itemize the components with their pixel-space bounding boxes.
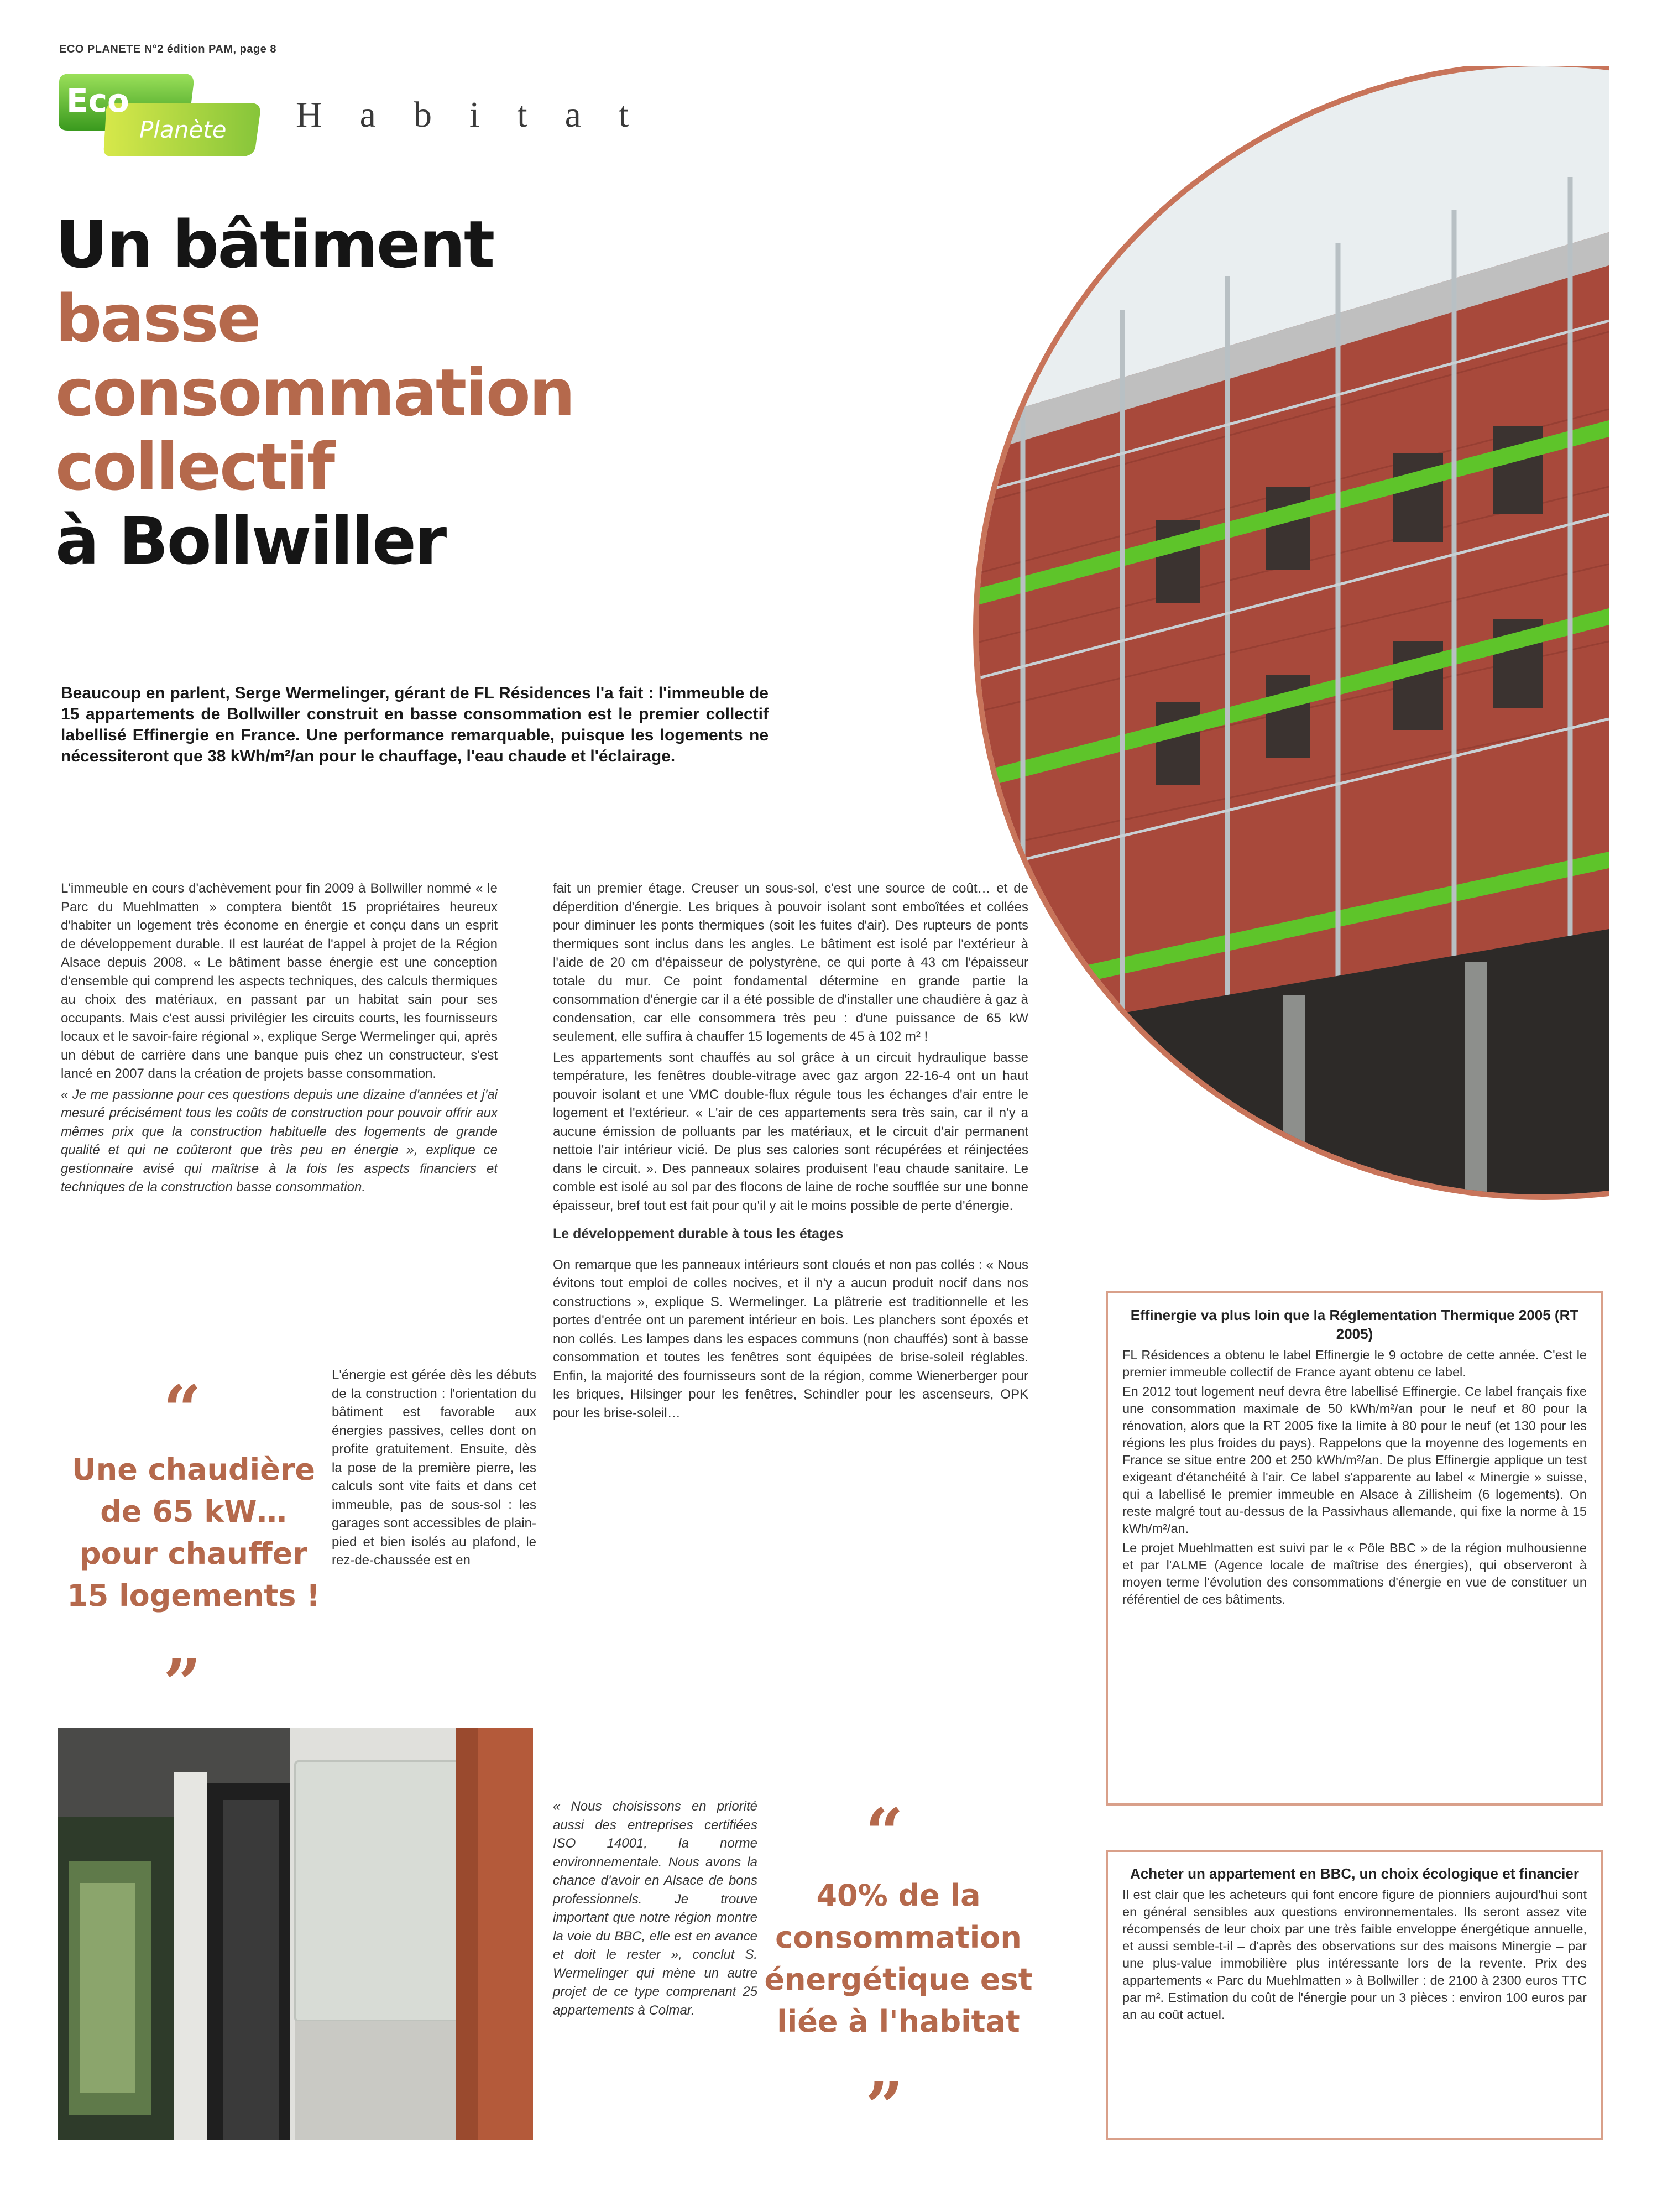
pull-quote-2: 40% de la consommation énergétique est liée à l'habitat xyxy=(764,1878,1033,2039)
headline xyxy=(55,207,746,578)
close-quote-icon: ” xyxy=(163,1645,202,1723)
headline-line-1: Un bâtiment xyxy=(55,206,494,283)
open-quote-icon: “ xyxy=(865,1794,904,1872)
logo-word-eco: Eco xyxy=(66,82,129,119)
sidebar-title: Effinergie va plus loin que la Réglementation Thermique 2005 (RT 2005) xyxy=(1130,1307,1579,1342)
headline-line-5: à Bollwiller xyxy=(55,503,446,579)
article-paragraph: Les appartements sont chauffés au sol grâce à un circuit hydraulique basse température, les fenêtres double-vitrage avec gaz argon 22-16-4 ont un haut pouvoir isolant et une VMC double-flux régule tous les échanges d'air entre le logement et l'extérieur. « L'air de ces appartements sera très sain, car il n'y a aucune émission de polluants par les matériaux, et le circuit d'air permanent nettoie l'air intérieur vicié. De plus ses calories sont récupérées et réinjectées dans le circuit. ». Des panneaux solaires produisent l'eau chaude sanitaire. Le comble est isolé au sol par des flocons de laine de roche soufflée sur une bonne épaisseur, bref tout est fait pour qu'il y ait le moins possible de perte d'énergie. xyxy=(553,1050,1028,1213)
article-column-2 xyxy=(553,879,1028,1425)
article-column-2c xyxy=(553,1797,757,2022)
article-paragraph: L'énergie est gérée dès les débuts de la construction : l'orientation du bâtiment est favorable aux énergies passives, celles dont on profite gratuitement. Ensuite, dès la pose de la première pierre, les calculs sont vite faits et dans cet immeuble, pas de sous-sol : les garages sont accessibles de plain-pied et bien isolés au plafond, le rez-de-chaussée est en xyxy=(332,1368,536,1568)
headline-line-2: basse xyxy=(55,280,260,357)
sidebar-paragraph: En 2012 tout logement neuf devra être labellisé Effinergie. Ce label français fixe une consommation maximale de 50 kWh/m²/an pour le neuf et 80 pour la rénovation, alors que la RT 2005 fixe la limite à 80 pour le neuf (et 130 pour les régions les plus froides du pays). Rappelons que la moyenne des logements en France se situe entre 200 et 250 kWh/m²/an. De plus Effinergie applique un test exigeant d'étanchéité à l'air. Ce label s'apparente au label « Minergie » suisse, qui a labellisé le premier immeuble en Alsace à Zillisheim (6 logements). On reste malgré tout au-dessus de la Passivhaus allemande, qui fixe la norme à 15 kWh/m²/an. xyxy=(1122,1384,1587,1536)
headline-line-4: collectif xyxy=(55,429,334,505)
sidebar-paragraph: FL Résidences a obtenu le label Effinergie le 9 octobre de cette année. C'est le premier immeuble collectif de France ayant obtenu ce label. xyxy=(1122,1348,1587,1379)
insulation-photo xyxy=(58,1728,533,2140)
article-paragraph: L'immeuble en cours d'achèvement pour fin 2009 à Bollwiller nommé « le Parc du Muehlmatten » comptera bientôt 15 propriétaires heureux d'habiter un logement très économe en énergie et conçu dans un esprit de développement durable. Il est lauréat de l'appel à projet de la Région Alsace depuis 2008. « Le bâtiment basse énergie est une conception d'ensemble qui comprend les aspects techniques, des calculs thermiques au choix des matériaux, en passant par un habitat sain pour ses occupants. Mais c'est aussi privilégier les circuits courts, les fournisseurs locaux et le savoir-faire régional », explique Serge Wermelinger qui, après un début de carrière dans une banque puis chez un constructeur, s'est lancé en 2007 dans la création de projets basse consommation. xyxy=(61,881,498,1081)
article-column-1b xyxy=(332,1366,536,1572)
article-paragraph: « Je me passionne pour ces questions depuis une dizaine d'années et j'ai mesuré précisément tous les coûts de construction pour pouvoir offrir aux mêmes prix que la construction habituelle des logements de grande qualité et qui ne coûteront que très peu en énergie », explique ce gestionnaire avisé qui maîtrise à la fois les aspects financiers et techniques de la construction basse consommation. xyxy=(61,1087,498,1194)
sidebar-paragraph: Il est clair que les acheteurs qui font encore figure de pionniers aujourd'hui sont en général sensibles aux questions environnementales. Ils seront assez vite récompensés de leur choix par une très faible enveloppe énergétique annuelle, et aussi semble-t-il – d'après des observations sur des maisons Minergie – par une plus-value immobilière plus intéressante lors de la revente. Prix des appartements « Parc du Muehlmatten » à Bollwiller : de 2100 à 2300 euros TTC par m². Estimation du coût de l'énergie pour un 3 pièces : environ 100 euros par an au coût actuel. xyxy=(1122,1887,1587,2022)
section-label: Habitat xyxy=(296,95,667,135)
eco-planete-logo xyxy=(56,71,264,159)
headline-line-3: consommation xyxy=(55,354,574,431)
logo-word-planete: Planète xyxy=(139,116,227,143)
sidebar-effinergie xyxy=(1106,1291,1603,1806)
pull-quote-1: Une chaudière de 65 kW… pour chauffer 15 logements ! xyxy=(67,1452,320,1613)
article-paragraph: On remarque que les panneaux intérieurs sont cloués et non pas collés : « Nous évitons tout emploi de colles nocives, et il n'y a aucun produit nocif dans nos constructions », explique S. Wermelinger. La plâtrerie est traditionnelle et les portes d'entrée ont un parement intérieur en bois. Les planchers sont époxés et non collés. Les lampes dans les espaces communs (non chauffés) sont à basse consommation et toutes les fenêtres sont équipées de brise-soleil réglables. Enfin, la majorité des fournisseurs sont de la région, comme Wienerberger pour les briques, Hilsinger pour les fenêtres, Schindler pour les ascenseurs, OPK pour les brise-soleil… xyxy=(553,1257,1028,1421)
lead-paragraph: Beaucoup en parlent, Serge Wermelinger, gérant de FL Résidences l'a fait : l'immeuble de 15 appartements de Bollwiller construit en basse consommation est le premier collectif labellisé Effinergie en France. Une performance remarquable, puisque les logements ne nécessiteront que 38 kWh/m²/an pour le chauffage, l'eau chaude et l'éclairage. xyxy=(61,684,769,765)
article-subheading: Le développement durable à tous les étages xyxy=(553,1226,844,1241)
sidebar-acheter-bbc xyxy=(1106,1850,1603,2140)
article-paragraph: fait un premier étage. Creuser un sous-sol, c'est une source de coût… et de déperdition d'énergie. Les briques à pouvoir isolant sont emboîtées et collées pour diminuer les ponts thermiques (soit les fuites d'air). Des rupteurs de ponts thermiques sont inclus dans les angles. Le bâtiment est isolé par l'extérieur à l'aide de 20 cm d'épaisseur de polystyrène, ce qui porte à 43 cm l'épaisseur totale du mur. Ce point fondamental détermine en grande partie la consommation d'énergie car il a été possible de d'installer une chaudière à gaz à condensation, car elle consommera très peu : d'une puissance de 65 kW seulement, elle suffira à chauffer 15 logements de 45 à 102 m² ! xyxy=(553,881,1028,1044)
article-paragraph: « Nous choisissons en priorité aussi des entreprises certifiées ISO 14001, la norme environnementale. Nous avons la chance d'avoir en Alsace de bons professionnels. Je trouve important que notre région montre la voie du BBC, elle est en avance et doit le rester », conclut S. Wermelinger qui mène un autre projet de ce type comprenant 25 appartements à Colmar. xyxy=(553,1799,757,2018)
sidebar-paragraph: Le projet Muehlmatten est suivi par le « Pôle BBC » de la région mulhousienne et par l'ALME (Agence locale de maîtrise des énergies), qui observeront à moyen terme l'évolution des consommations d'énergie en vue de constituer un référentiel de ces bâtiments. xyxy=(1122,1541,1587,1606)
article-column-1 xyxy=(61,879,498,1199)
sidebar-title: Acheter un appartement en BBC, un choix écologique et financier xyxy=(1130,1865,1579,1882)
open-quote-icon: “ xyxy=(163,1371,202,1449)
running-head: ECO PLANETE N°2 édition PAM, page 8 xyxy=(59,43,276,55)
close-quote-icon: ” xyxy=(865,2068,904,2146)
